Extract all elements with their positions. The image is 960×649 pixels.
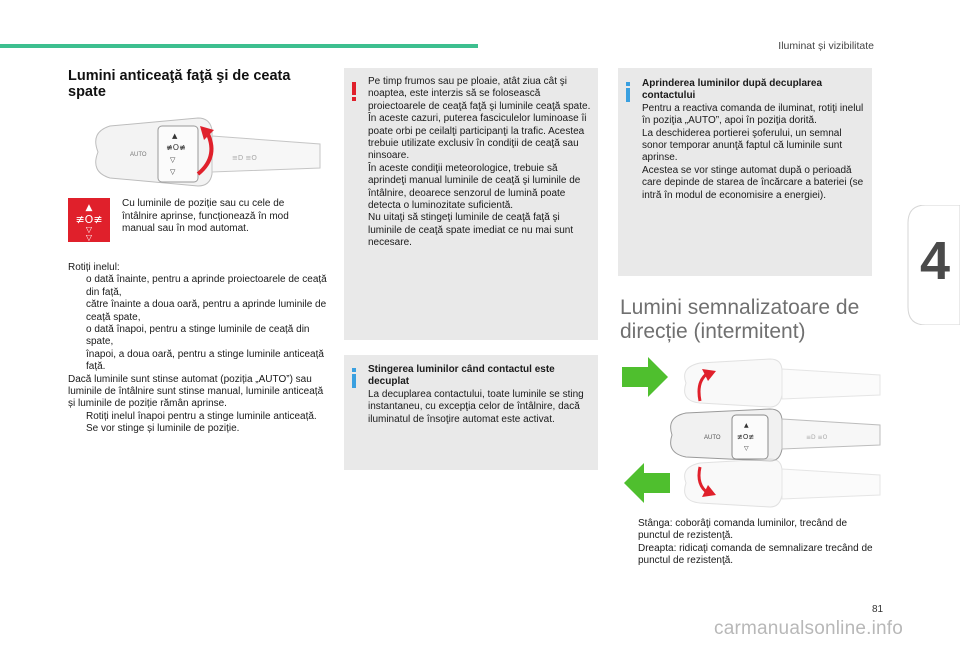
warning-exclamation-icon (349, 82, 359, 102)
list-item: Dreapta: ridicaţi comanda de semnalizare trecând de punctul de rezistenţă. (638, 542, 873, 567)
page-number: 81 (872, 604, 884, 615)
svg-text:≢O≢: ≢O≢ (75, 213, 103, 226)
header-accent-bar (0, 44, 478, 48)
svg-text:▽: ▽ (170, 168, 176, 176)
svg-text:▲: ▲ (172, 132, 178, 140)
auto-label: AUTO (130, 152, 147, 158)
left-arrow-icon (624, 463, 670, 503)
svg-text:▲: ▲ (744, 422, 749, 429)
fog-lights-title: Lumini anticeaţă faţă şi de ceata spate (68, 68, 291, 100)
section-title: Iluminat și vizibilitate (778, 40, 874, 52)
list-item: Rotiți inelul înapoi pentru a stinge luminile anticeață. Se vor stinge și luminile de poziție. (86, 410, 317, 435)
info-title: Aprinderea luminilor după decuplarea contactului (642, 78, 823, 102)
info-icon (623, 82, 633, 102)
info-title: Stingerea luminilor când contactul este decuplat (368, 364, 555, 388)
fog-stalk-illustration (80, 112, 325, 192)
rotate-label: Rotiți inelul: (68, 262, 120, 273)
info-contact-off (368, 364, 594, 426)
info-body: La decuplarea contactului, toate luminile se sting instantaneu, cu excepţia celor de întâlnire, dacă iluminatul de însoţire automat este activat. (368, 388, 584, 425)
turn-signal-illustration (620, 355, 882, 515)
info-icon (349, 368, 359, 388)
svg-text:▽: ▽ (85, 233, 93, 242)
svg-text:▲: ▲ (85, 203, 93, 213)
list-item: Stânga: coborâţi comanda luminilor, trecând de punctul de rezistenţă. (638, 518, 848, 542)
fog-lights-icon (68, 198, 110, 242)
auto-paragraph: Dacă luminile sunt stinse automat (poziția „AUTO”) sau luminile de întâlnire sunt stinse manual, luminile anticeață și luminile de poziție rămân aprinse. (68, 373, 324, 410)
fog-instructions (68, 262, 330, 436)
list-item: o dată înapoi, pentru a stinge luminile de ceață din spate, (86, 324, 310, 348)
blinker-instructions (620, 518, 882, 568)
warning-text: Pe timp frumos sau pe ploaie, atât ziua cât şi noaptea, este interzis să se folosească proiectoarele de ceaţă faţă şi luminile ceaţă spate. În aceste cazuri, puterea fasciculelor luminoase îi poate orbi pe ceilalţi participanţi la trafic. Acestea trebuie utilizate exclusiv în condiţii de ceaţă sau ninsoare. În aceste condiţii meteorologice, trebuie să aprindeţi manual luminile de ceaţă şi luminile de întâlnire, deoarece senzorul de lumină poate detecta o luminozitate suficientă. Nu uitaţi să stingeţi luminile de ceaţă faţă şi luminile de ceaţă spate imediat ce nu mai sunt necesare. (368, 76, 591, 249)
svg-text:▽: ▽ (85, 225, 93, 234)
svg-text:▽: ▽ (170, 156, 176, 164)
svg-text:≢O≢: ≢O≢ (166, 143, 186, 152)
info-body: Pentru a reactiva comanda de iluminat, rotiţi inelul în poziţia „AUTO”, apoi în poziţia dorită. La deschiderea portierei şoferului, un semnal sonor temporar anunţă faptul că luminile sunt aprinse. Acestea se vor stinge automat după o perioadă care depinde de starea de încărcare a bateriei (se intră în modul de economisire a energiei). (642, 102, 864, 201)
list-item: înapoi, a doua oară, pentru a stinge luminile anticeață față. (86, 348, 324, 373)
info-contact-on (642, 78, 868, 202)
fog-intro-text: Cu luminile de poziție sau cu cele de întâlnire aprinse, funcționează în mod manual sau în mod automat. (122, 198, 289, 234)
chapter-number: 4 (919, 231, 950, 291)
watermark: carmanualsonline.info (714, 618, 904, 639)
svg-text:≡D ≡O: ≡D ≡O (232, 154, 257, 162)
list-item: către înainte a doua oară, pentru a aprinde luminile de ceață spate, (86, 299, 327, 323)
blinkers-title: Lumini semnalizatoare de direcție (intermitent) (620, 296, 860, 343)
right-arrow-icon (622, 357, 668, 397)
list-item: o dată înainte, pentru a aprinde proiectoarele de ceață din față, (86, 274, 327, 298)
svg-text:▽: ▽ (744, 445, 749, 452)
auto-label: AUTO (704, 435, 721, 441)
svg-text:≡D ≡O: ≡D ≡O (806, 434, 828, 441)
svg-text:≢O≢: ≢O≢ (737, 433, 755, 441)
